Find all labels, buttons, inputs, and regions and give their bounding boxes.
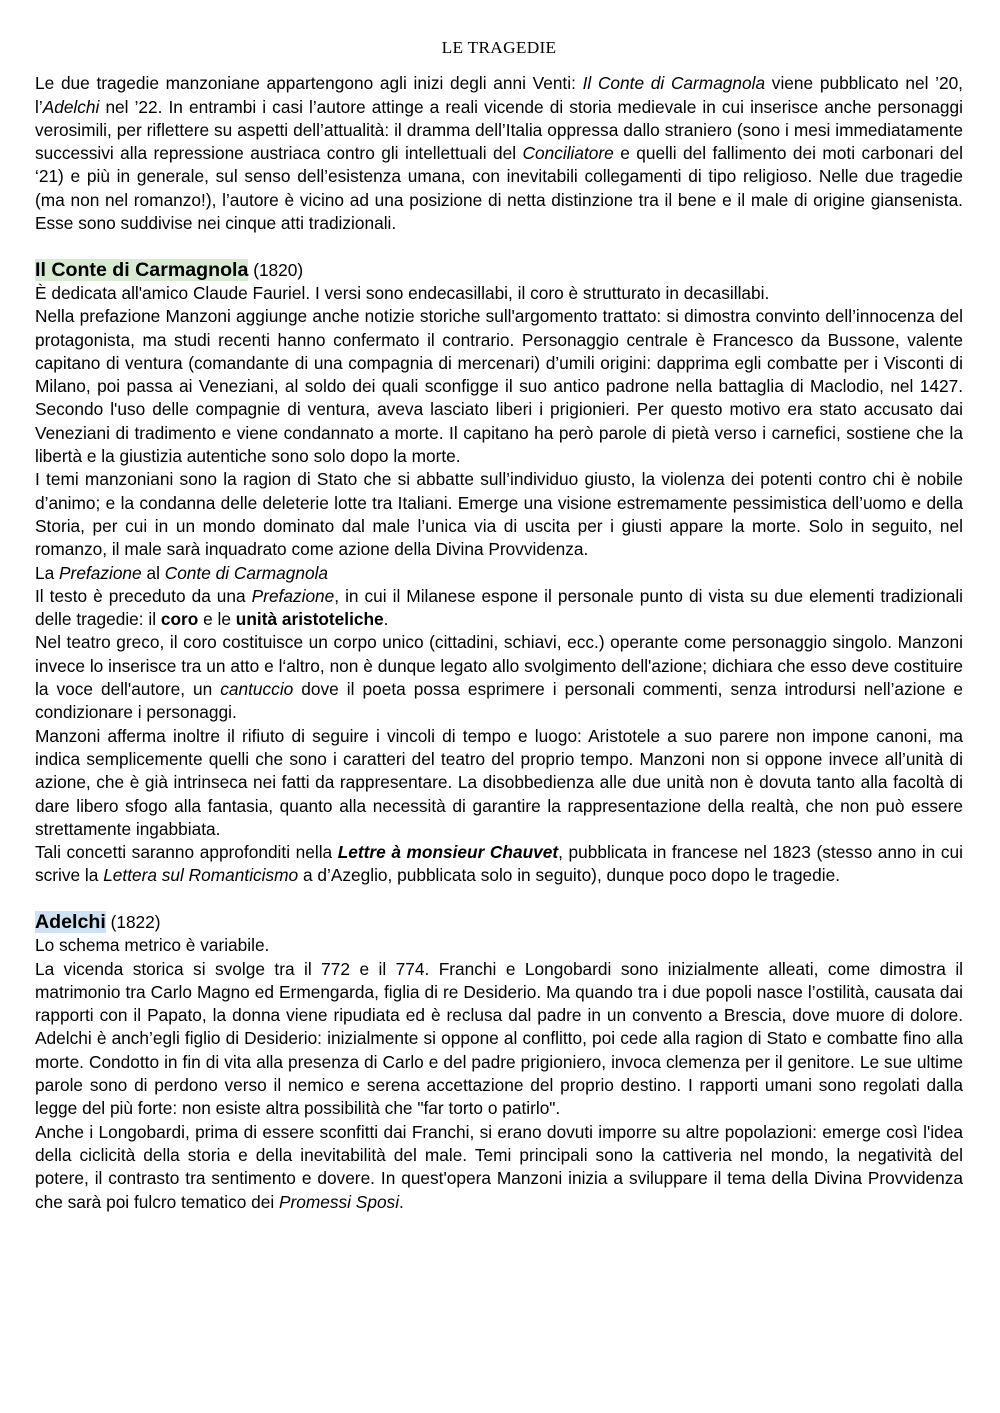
page-title: LE TRAGEDIE [441,38,557,57]
paragraph-text: dove il poeta possa esprimere i personali commenti, senza introdursi nell’azione e condizionare i personaggi. [35,679,963,723]
paragraph-text: . [383,609,389,630]
adelchi-paragraph-1: Lo schema metrico è variabile. [35,935,270,956]
intro-text: Le due tragedie manzoniane appartengono agli inizi degli anni Venti: [35,73,583,94]
paragraph-text: Il testo è preceduto da una [35,585,252,606]
intro-title-conciliatore: Conciliatore [522,143,614,164]
carmagnola-paragraph-4 [35,585,963,632]
paragraph-text: , pubblicata in francese nel 1823 (stesso anno in cui scrive la [35,842,963,886]
carmagnola-paragraph-6: Manzoni afferma inoltre il rifiuto di seguire i vincoli di tempo e luogo: Aristotele a suo parere non impone canoni, ma indica semplicemente quelli che sono i caratteri del teatro del proprio tempo. Manzoni non si oppone invece all’unità di azione, che è già intrinseca nei fatti da rappresentare. La disobbedienza alle due unità non è dovuta tanto alla facoltà di dare libero sfogo alla fantasia, quanto alla necessità di garantire la rappresentazione della realtà, che non può essere strettamente ingabbiata. [35,725,963,839]
heading-carmagnola: Il Conte di Carmagnola [35,258,249,281]
subheading-italic: Prefazione [59,562,142,583]
carmagnola-paragraph-3: I temi manzoniani sono la ragion di Stato che si abbatte sull’individuo giusto, la violenza dei potenti contro chi è nobile d’animo; e la condanna delle deleterie lotte tra Italiani. Emerge una visione estremamente pessimistica dell’uomo e della Storia, per cui in un mondo dominato dal male l’unica via di uscita per i giusti appare la morte. Solo in seguito, nel romanzo, il male sarà inquadrato come azione della Divina Provvidenza. [35,469,963,560]
section-heading-carmagnola [35,259,963,282]
intro-title-adelchi: Adelchi [42,96,100,117]
paragraph-text: Nel teatro greco, il coro costituisce un corpo unico (cittadini, schiavi, ecc.) operante come personaggio singolo. Manzoni invece lo inserisce tra un atto e l‘altro, non è dunque legato allo svolgimento dell'azione; dichiara che esso deve costituire la voce dell'autore, un [35,632,963,700]
carmagnola-paragraph-7 [35,841,963,888]
carmagnola-paragraph-5 [35,631,963,724]
subheading-text: La [35,562,60,583]
adelchi-paragraph-3 [35,1121,963,1214]
paragraph-bold-italic: Lettre à monsieur Chauvet [337,842,559,863]
heading-year: (1820) [248,259,304,280]
subheading-prefazione [35,562,963,585]
subheading-italic: Conte di Carmagnola [164,562,329,583]
document-page [35,36,963,1214]
paragraph-italic: Promessi Sposi [278,1191,400,1212]
paragraph-italic: Prefazione [251,585,335,606]
subheading-text: al [141,562,165,583]
intro-text: viene pubblicato nel ’20, l’ [35,73,963,117]
carmagnola-paragraph-2: Nella prefazione Manzoni aggiunge anche notizie storiche sull'argomento trattato: si dimostra convinto dell’innocenza del protagonista, ma studi recenti hanno confermato il contrario. Personaggio centrale è Francesco da Bussone, valente capitano di ventura (comandante di una compagnia di mercenari) d’umili origini: dapprima egli combatte per i Visconti di Milano, poi passa ai Veneziani, al soldo dei quali sconfigge il suo antico padrone nella battaglia di Maclodio, nel 1427. Secondo l'uso delle compagnie di ventura, aveva lasciato liberi i prigionieri. Per questo motivo era stato accusato dai Veneziani di tradimento e viene condannato a morte. Il capitano ha però parole di pietà verso i carnefici, sostiene che la libertà e la giustizia autentiche sono solo dopo la morte. [35,306,963,467]
intro-title-carmagnola: Il Conte di Carmagnola [582,73,766,94]
paragraph-text: e le [198,609,236,630]
carmagnola-paragraph-1: È dedicata all'amico Claude Fauriel. I versi sono endecasillabi, il coro è strutturato in decasillabi. [35,282,770,303]
heading-year: (1822) [105,911,161,932]
intro-text: e quelli del fallimento dei moti carbonari del ‘21) e più in generale, sul senso dell’esistenza umana, con inevitabili collegamenti di tipo religioso. Nelle due tragedie (ma non nel romanzo!), l’autore è vicino ad una posizione di netta distinzione tra il bene e il male di origine giansenista. Esse sono suddivise nei cinque atti tradizionali. [35,143,963,234]
paragraph-text: , in cui il Milanese espone il personale punto di vista su due elementi tradizionali delle tragedie: il [35,585,963,630]
intro-text: nel ’22. In entrambi i casi l’autore attinge a reali vicende di storia medievale in cui inserisce anche personaggi verosimili, per riflettere su aspetti dell’attualità: il dramma dell’Italia oppressa dallo straniero (sono i mesi immediatamente successivi alla repressione austriaca contro gli intellettuali del [35,96,963,164]
paragraph-text: a d’Azeglio, pubblicata solo in seguito), dunque poco dopo le tragedie. [298,865,841,886]
paragraph-text: Tali concetti saranno approfonditi nella [35,842,338,863]
intro-paragraph [35,72,963,235]
paragraph-bold: unità aristoteliche [235,609,384,630]
paragraph-italic: Lettera sul Romanticismo [103,865,299,886]
paragraph-italic: cantuccio [220,679,294,700]
paragraph-text: Anche i Longobardi, prima di essere sconfitti dai Franchi, si erano dovuti imporre su altre popolazioni: emerge così l'idea della ciclicità della storia e della inevitabilità del male. Temi principali sono la cattiveria nel mondo, la negatività del potere, il contrasto tra sentimento e dovere. In quest'opera Manzoni inizia a sviluppare il tema della Divina Provvidenza che sarà poi fulcro tematico dei [35,1121,963,1212]
paragraph-bold: coro [160,609,199,630]
paragraph-text: . [399,1191,404,1212]
adelchi-paragraph-2: La vicenda storica si svolge tra il 772 e il 774. Franchi e Longobardi sono inizialmente alleati, come dimostra il matrimonio tra Carlo Magno ed Ermengarda, figlia di re Desiderio. Ma quando tra i due popoli nasce l’ostilità, causata dai rapporti con il Papato, la donna viene ripudiata ed è reclusa dal padre in un convento a Brescia, dove muore di dolore. Adelchi è anch’egli figlio di Desiderio: inizialmente si oppone al conflitto, poi cede alla ragion di Stato e combatte fino alla morte. Condotto in fin di vita alla presenza di Carlo e del padre prigioniero, invoca clemenza per il genitore. Le sue ultime parole sono di perdono verso il nemico e serena accettazione del proprio destino. I rapporti umani sono regolati dalla legge del più forte: non esiste altra possibilità che "far torto o patirlo". [35,958,963,1119]
heading-adelchi: Adelchi [35,910,106,933]
section-heading-adelchi [35,911,963,934]
